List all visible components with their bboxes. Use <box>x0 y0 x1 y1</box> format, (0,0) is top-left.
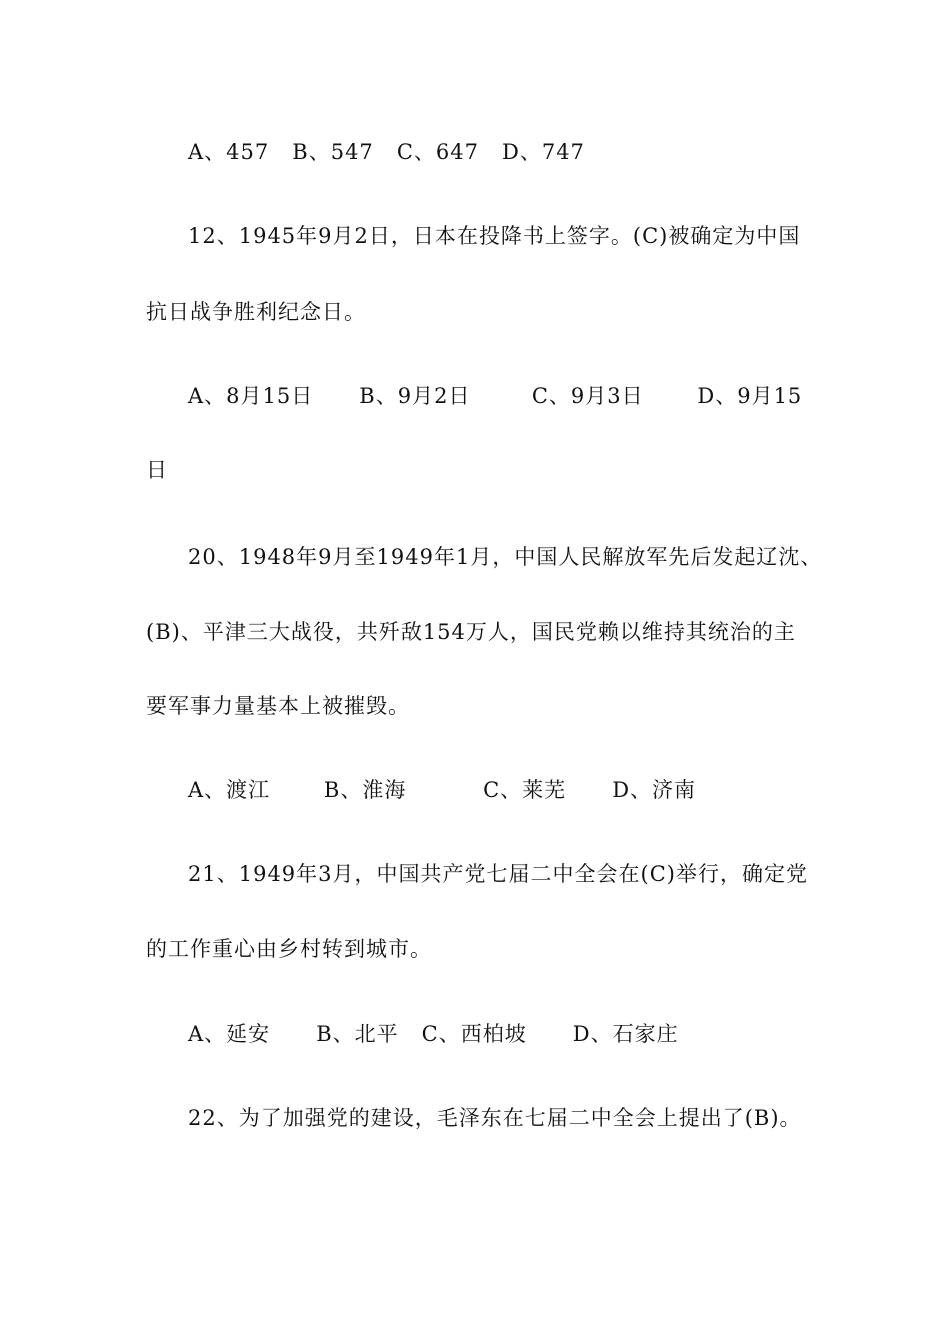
q12-text-line-1: 12、1945年9月2日，日本在投降书上签字。(C)被确定为中国 <box>188 224 801 248</box>
q12-text-line-2: 抗日战争胜利纪念日。 <box>146 300 366 324</box>
q12-options-line-1: A、8月15日 B、9月2日 C、9月3日 D、9月15 <box>188 384 803 408</box>
q20-options: A、渡江 B、淮海 C、莱芜 D、济南 <box>188 778 697 802</box>
q11-options: A、457 B、547 C、647 D、747 <box>188 140 585 164</box>
q21-options: A、延安 B、北平 C、西柏坡 D、石家庄 <box>188 1022 679 1046</box>
q22-text-line-1: 22、为了加强党的建设，毛泽东在七届二中全会上提出了(B)。 <box>188 1106 802 1130</box>
q20-text-line-1: 20、1948年9月至1949年1月，中国人民解放军先后发起辽沈、 <box>188 545 823 569</box>
q20-text-line-2: (B)、平津三大战役，共歼敌154万人，国民党赖以维持其统治的主 <box>146 620 796 644</box>
q12-options-line-2: 日 <box>146 458 168 482</box>
q21-text-line-2: 的工作重心由乡村转到城市。 <box>146 937 432 961</box>
q21-text-line-1: 21、1949年3月，中国共产党七届二中全会在(C)举行，确定党 <box>188 862 808 886</box>
q20-text-line-3: 要军事力量基本上被摧毁。 <box>146 694 410 718</box>
